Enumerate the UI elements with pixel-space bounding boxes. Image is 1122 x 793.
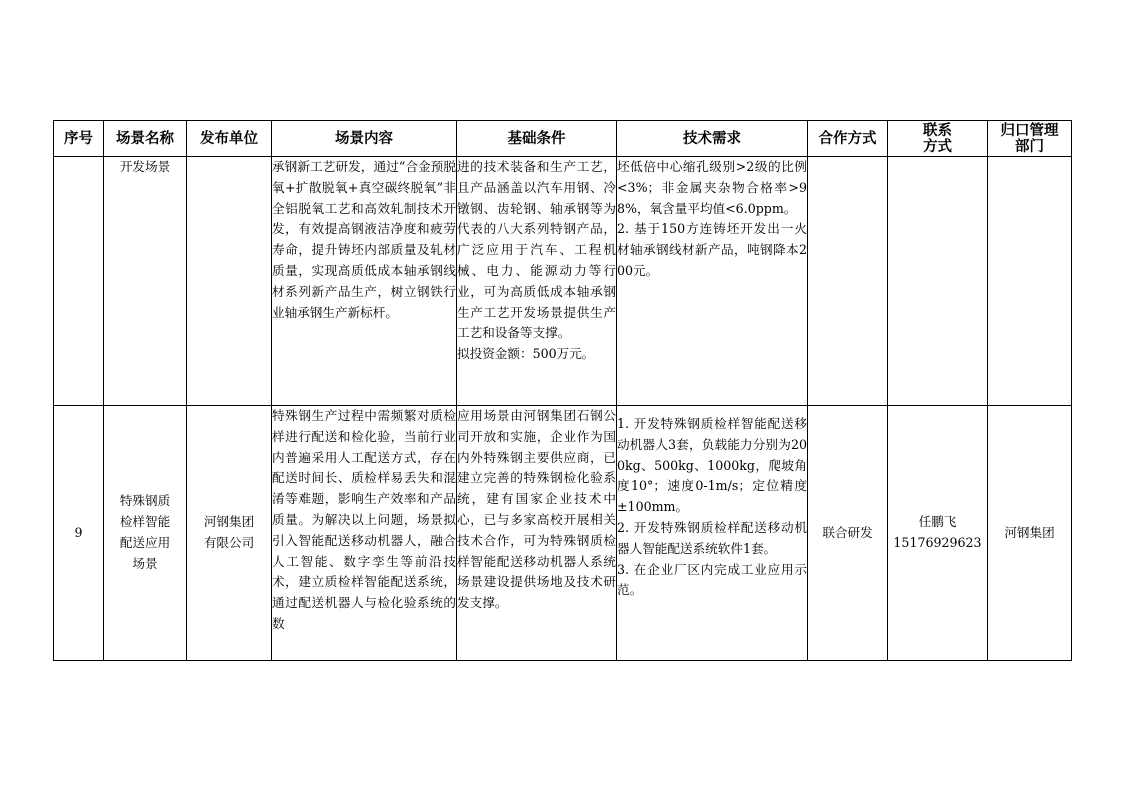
prev-basis-text: 进的技术装备和生产工艺，且产品涵盖以汽车用钢、冷镦钢、齿轮钢、轴承钢等为代表的八大系列特钢产品，广泛应用于汽车、工程机械、电力、能源动力等行业，可为高质低成本轴承钢生产工艺开发场景提供生产工艺和设备等支撑。 bbox=[457, 159, 616, 341]
prev-content: 承钢新工艺研发，通过“合金预脱氧+扩散脱氧+真空碳终脱氧”非全铝脱氧工艺和高效轧制技术开发，有效提高钢液洁净度和疲劳寿命，提升铸坯内部质量及轧材质量，实现高质低成本轴承钢线材系列新产品生产，树立钢铁行业轴承钢生产新标杆。 bbox=[272, 157, 457, 406]
prev-coop-cell bbox=[808, 157, 888, 406]
header-dept bbox=[988, 121, 1072, 157]
prev-tech-p1: 坯低倍中心缩孔级别>2级的比例<3%；非金属夹杂物合格率>98%，氧含量平均值<6.0ppm。 bbox=[617, 159, 807, 216]
header-content: 场景内容 bbox=[272, 121, 457, 157]
header-dept-line1: 归口管理 bbox=[1000, 122, 1059, 139]
row9-tech-p3: 3. 在企业厂区内完成工业应用示范。 bbox=[617, 561, 807, 598]
contact-phone: 15176929623 bbox=[893, 535, 982, 550]
header-basis: 基础条件 bbox=[457, 121, 617, 157]
header-scene-name: 场景名称 bbox=[104, 121, 187, 157]
row9-contact bbox=[888, 406, 988, 661]
prev-contact-cell bbox=[888, 157, 988, 406]
row9-seq: 9 bbox=[54, 406, 104, 661]
row9-tech-p2: 2. 开发特殊钢质检样配送移动机器人智能配送系统软件1套。 bbox=[617, 519, 807, 556]
header-contact-line1: 联系 bbox=[923, 122, 952, 139]
row9-publisher: 河钢集团 有限公司 bbox=[187, 406, 272, 661]
header-seq: 序号 bbox=[54, 121, 104, 157]
header-contact-line2: 方式 bbox=[923, 138, 952, 155]
header-tech: 技术需求 bbox=[617, 121, 808, 157]
contact-name: 任鹏飞 bbox=[918, 514, 957, 530]
header-contact bbox=[888, 121, 988, 157]
prev-seq-cell bbox=[54, 157, 104, 406]
row9-dept: 河钢集团 bbox=[988, 406, 1072, 661]
scenario-table bbox=[53, 120, 1072, 661]
prev-basis-invest: 拟投资金额：500万元。 bbox=[457, 346, 595, 362]
row9-scene-name: 特殊钢质 检样智能 配送应用 场景 bbox=[104, 406, 187, 661]
prev-basis bbox=[457, 157, 617, 406]
header-publisher: 发布单位 bbox=[187, 121, 272, 157]
prev-tech bbox=[617, 157, 808, 406]
table-row bbox=[54, 406, 1072, 661]
row9-tech-p1: 1. 开发特殊钢质检样智能配送移动机器人3套，负载能力分别为200kg、500kg、1000kg，爬坡角度10°；速度0-1m/s；定位精度±100mm。 bbox=[617, 416, 807, 515]
row9-basis: 应用场景由河钢集团石钢公司开放和实施，企业作为国内外特殊钢主要供应商，已建立完善的特殊钢检化验系统，建有国家企业技术中心，已与多家高校开展相关技术合作，可为特殊钢质检样智能配送移动机器人系统场景建设提供场地及技术研发支撑。 bbox=[457, 406, 617, 661]
prev-scene-name: 开发场景 bbox=[104, 157, 187, 406]
header-row bbox=[54, 121, 1072, 157]
header-coop: 合作方式 bbox=[808, 121, 888, 157]
row9-tech bbox=[617, 406, 808, 661]
prev-tech-p2: 2. 基于150方连铸坯开发出一火材轴承钢线材新产品，吨钢降本200元。 bbox=[617, 221, 807, 278]
row9-content: 特殊钢生产过程中需频繁对质检样进行配送和检化验，当前行业内普遍采用人工配送方式，存在配送时间长、质检样易丢失和混淆等难题，影响生产效率和产品质量。为解决以上问题，场景拟引入智能配送移动机器人，融合人工智能、数字孪生等前沿技术，建立质检样智能配送系统，通过配送机器人与检化验系统的数 bbox=[272, 406, 457, 661]
row9-coop: 联合研发 bbox=[808, 406, 888, 661]
prev-publisher-cell bbox=[187, 157, 272, 406]
table-row bbox=[54, 157, 1072, 406]
prev-dept-cell bbox=[988, 157, 1072, 406]
header-dept-line2: 部门 bbox=[1015, 138, 1044, 155]
